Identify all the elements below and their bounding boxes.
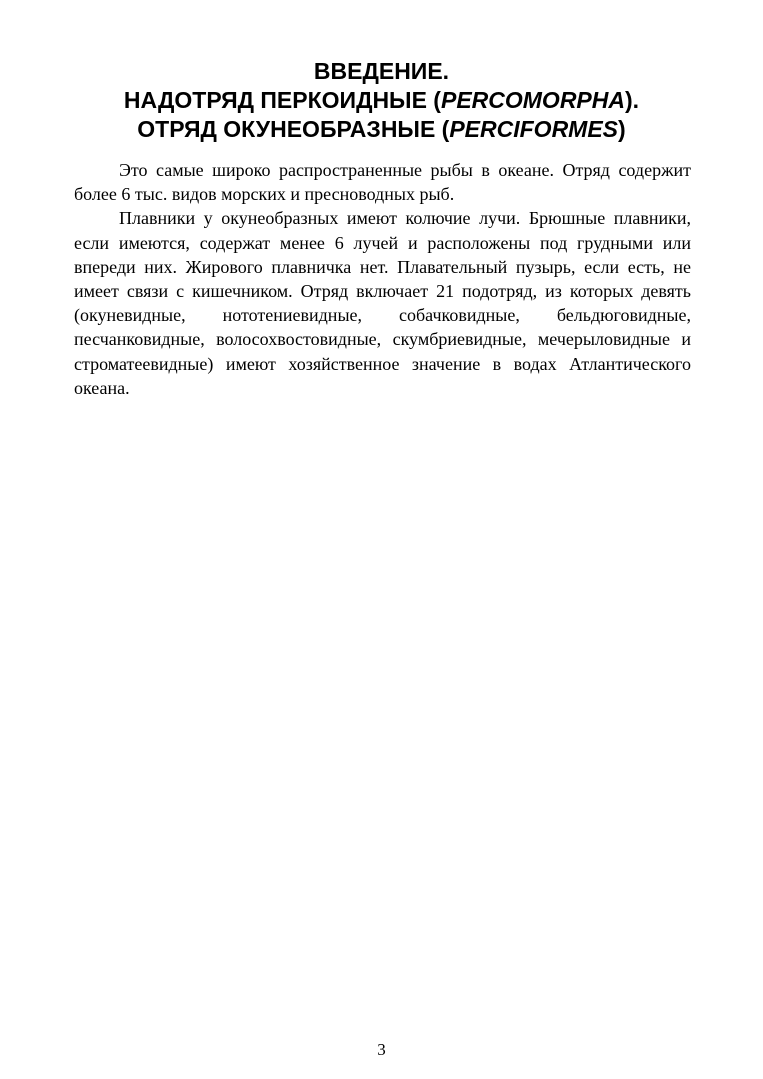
order-latin-name: PERCIFORMES: [449, 116, 619, 142]
superorder-latin-name: PERCOMORPHA: [440, 87, 625, 113]
heading-line-introduction: [60, 57, 703, 86]
order-closing: ): [618, 116, 626, 142]
superorder-closing: ).: [625, 87, 640, 113]
chapter-heading: [60, 57, 703, 144]
paragraph-intro: Это самые широко распространенные рыбы в океане. Отряд содержит более 6 тыс. видов морских и пресноводных рыб.: [74, 160, 691, 205]
heading-line-order: [60, 115, 703, 144]
order-name: ОТРЯД ОКУНЕОБРАЗНЫЕ (: [137, 116, 450, 142]
page-number: 3: [377, 1040, 386, 1059]
heading-introduction-text: ВВЕДЕНИЕ.: [313, 58, 450, 84]
heading-line-superorder: [60, 86, 703, 115]
paragraph-fins: Плавники у окунеобразных имеют колючие лучи. Брюшные плавники, если имеются, содержат менее 6 лучей и расположены под грудными или впереди них. Жирового плавничка нет. Плавательный пузырь, если есть, не имеет связи с кишечником. Отряд включает 21 подотряд, из которых девять (окуневидные, нототениевидные, собачковидные, бельдюговидные, песчанковидные, волосохвостовидные, скумбриевидные, мечерыловидные и строматеевидные) имеют хозяйственное значение в водах Атлантического океана.: [74, 208, 691, 398]
superorder-name: НАДОТРЯД ПЕРКОИДНЫЕ (: [123, 87, 441, 113]
body-text: [74, 158, 691, 400]
